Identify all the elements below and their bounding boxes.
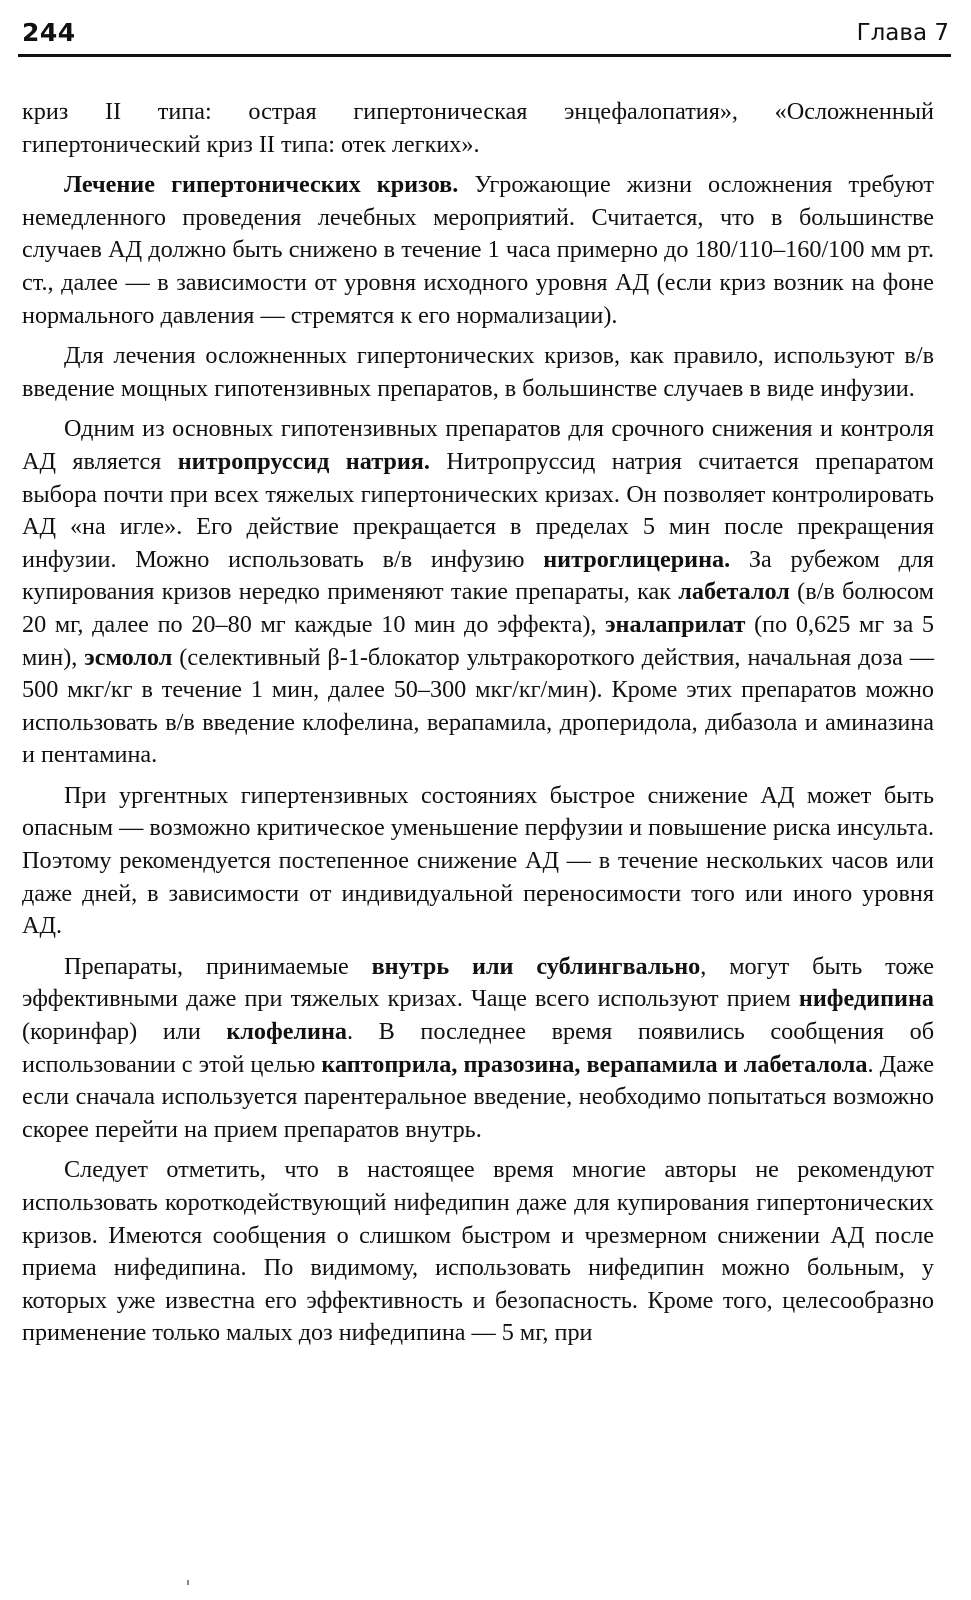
text-run: Одним из основных гипотензивных препаратов для срочного снижения и контроля АД является — [22, 415, 934, 475]
paragraph — [22, 413, 934, 772]
paragraph — [22, 169, 934, 332]
text-run: (коринфар) или — [22, 1018, 227, 1046]
bold-term: лабеталол — [678, 578, 790, 606]
text-run: (селективный β-1-блокатор ультракороткого действия, начальная доза — 500 мкг/кг в течение 1 мин, далее 50–300 мкг/кг/мин). Кроме этих препаратов можно использовать в/в введение клофелина, верапамила, дроперидола, дибазола и аминазина и пентамина. — [22, 643, 935, 769]
text-run: (в/в болюсом 20 мг, далее по 20–80 мг каждые 10 мин до эффекта), — [22, 578, 934, 638]
text-run: криз II типа: острая гипертоническая энцефалопатия», «Осложненный гипертонический криз II типа: отек легких». — [22, 98, 934, 158]
text-run: , могут быть тоже эффективными даже при тяжелых кризах. Чаще всего используют прием — [22, 952, 935, 1013]
bold-term: каптоприла, празозина, верапамила и лабеталола — [321, 1050, 868, 1078]
running-head-chapter: Глава 7 — [856, 20, 949, 46]
text-run: Следует отметить, что в настоящее время многие авторы не рекомендуют использовать короткодействующий нифедипин даже для купирования гипертонических кризов. Имеются сообщения о слишком быстром и чрезмерном снижении АД после приема нифедипина. По видимому, использовать нифедипин можно больным, у которых уже известна его эффективность и безопасность. Кроме того, целесообразно применение только малых доз нифедипина — 5 мг, при — [22, 1156, 934, 1347]
bold-term: нифедипина — [798, 985, 934, 1013]
scan-speck — [187, 1580, 189, 1585]
paragraph — [22, 340, 934, 405]
header-rule — [18, 54, 951, 57]
bold-term: нитропруссид натрия. — [177, 447, 430, 475]
text-run: Нитропруссид натрия считается препаратом выбора почти при всех тяжелых гипертонических кризах. Он позволяет контролировать АД «на игле». Его действие прекращается в пределах 5 мин после прекращения инфузии. Можно использовать в/в инфузию — [22, 447, 934, 573]
text-run: Препараты, принимаемые — [64, 952, 372, 980]
bold-term: эсмолол — [84, 643, 173, 671]
text-run: Для лечения осложненных гипертонических кризов, как правило, используют в/в введение мощных гипотензивных препаратов, в большинстве случаев в виде инфузии. — [22, 342, 934, 402]
paragraph — [22, 780, 934, 943]
body-text — [22, 96, 934, 1358]
bold-term: эналаприлат — [605, 610, 746, 638]
text-run: . В последнее время появились сообщения об использовании с этой целью — [22, 1018, 935, 1078]
page-number: 244 — [22, 18, 76, 47]
bold-term: клофелина — [226, 1018, 348, 1046]
text-run: При ургентных гипертензивных состояниях быстрое снижение АД может быть опасным — возможно критическое уменьшение перфузии и повышение риска инсульта. Поэтому рекомендуется постепенное снижение АД — в течение нескольких часов или даже дней, в зависимости от индивидуальной переносимости того или иного уровня АД. — [22, 781, 934, 940]
bold-term: Лечение гипертонических кризов. — [64, 171, 459, 199]
paragraph — [22, 951, 934, 1147]
text-run: . Даже если сначала используется парентеральное введение, необходимо попытаться возможно скорее перейти на прием препаратов внутрь. — [22, 1050, 934, 1143]
page-header — [22, 16, 949, 52]
bold-term: нитроглицерина. — [543, 545, 731, 573]
text-run: За рубежом для купирования кризов нередко применяют такие препараты, как — [22, 545, 934, 606]
paragraph — [22, 96, 934, 161]
text-run: Угрожающие жизни осложнения требуют немедленного проведения лечебных мероприятий. Считается, что в большинстве случаев АД должно быть снижено в течение 1 часа примерно до 180/110–160/100 мм рт. ст., далее — в зависимости от уровня исходного уровня АД (если криз возник на фоне нормального давления — стремятся к его нормализации). — [22, 171, 934, 329]
bold-term: внутрь или сублингвально — [371, 952, 701, 980]
paragraph — [22, 1154, 934, 1350]
text-run: (по 0,625 мг за 5 мин), — [22, 610, 934, 671]
